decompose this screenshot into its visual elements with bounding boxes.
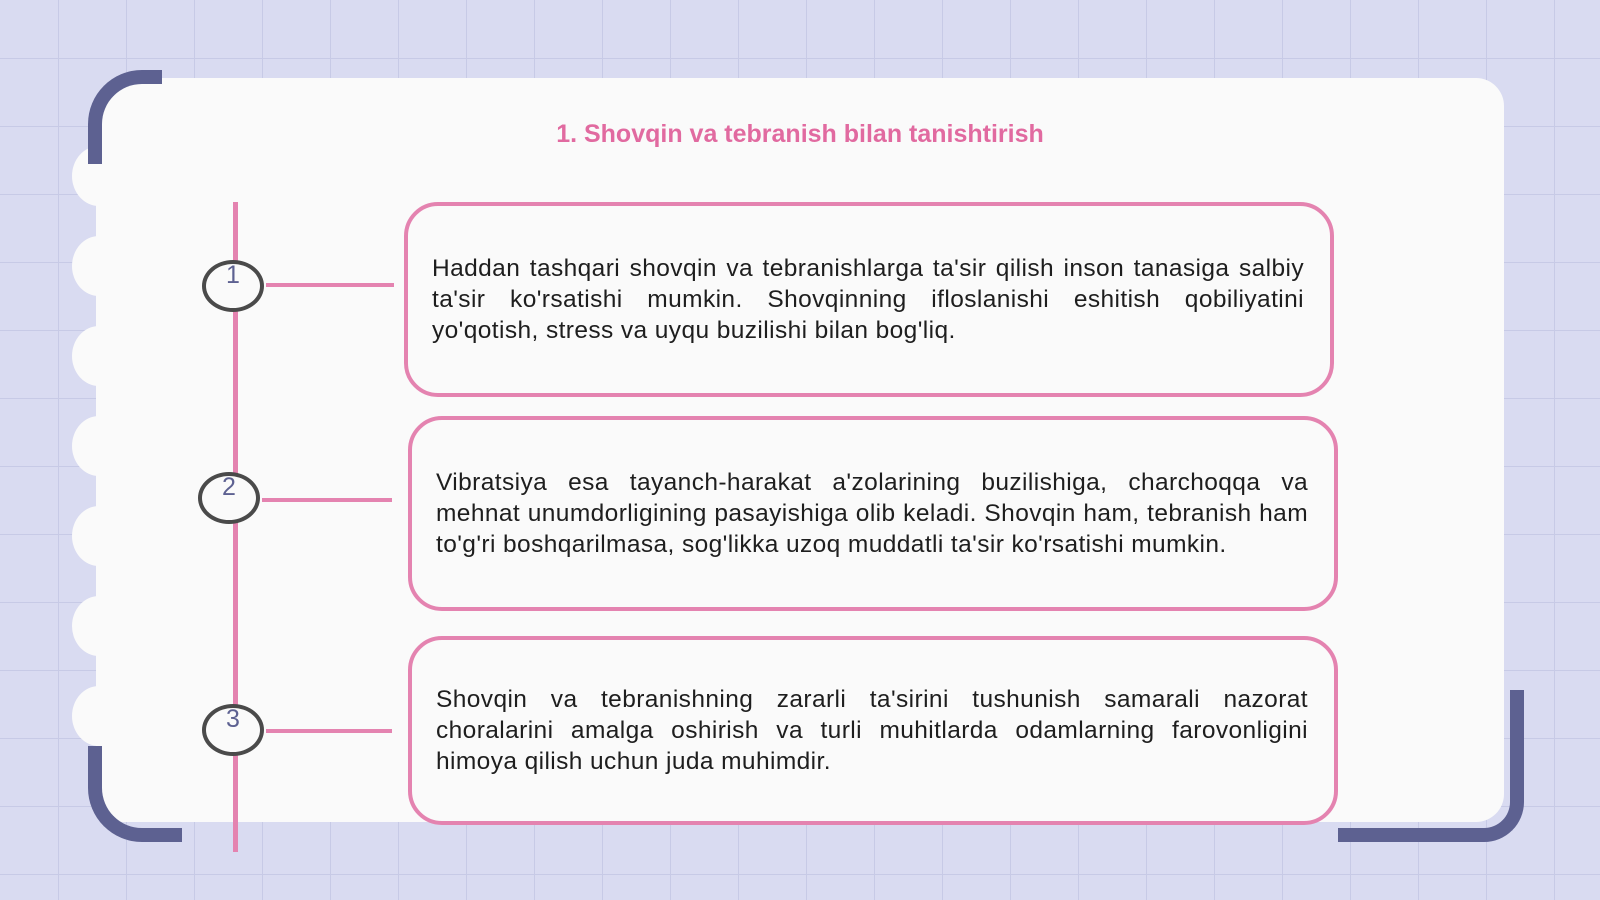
- info-text-1: Haddan tashqari shovqin va tebranishlarga ta'sir qilish inson tanasiga salbiy ta'sir ko'rsatishi mumkin. Shovqinning ifloslanishi eshitish qobiliyatini yo'qotish, stress va uyqu buzilishi bilan bog'liq.: [432, 255, 1304, 344]
- scallop-edge: [72, 236, 126, 296]
- slide-title: 1. Shovqin va tebranish bilan tanishtirish: [556, 120, 1044, 148]
- info-box-2: [408, 416, 1338, 611]
- scallop-edge: [72, 326, 126, 386]
- scallop-edge: [72, 686, 126, 746]
- frame-corner-top-left: [88, 70, 162, 164]
- scallop-edge: [72, 416, 126, 476]
- info-text-2: Vibratsiya esa tayanch-harakat a'zolarining buzilishiga, charchoqqa va mehnat unumdorligining pasayishiga olib keladi. Shovqin ham, tebranish ham to'g'ri boshqarilmasa, sog'likka uzoq muddatli ta'sir ko'rsatishi mumkin.: [436, 469, 1308, 558]
- timeline-connector: [266, 729, 392, 733]
- frame-corner-bottom-left: [88, 746, 182, 842]
- scallop-edge: [72, 506, 126, 566]
- info-box-3: [408, 636, 1338, 825]
- info-text-3: Shovqin va tebranishning zararli ta'sirini tushunish samarali nazorat choralarini amalga oshirish va turli muhitlarda odamlarning farovonligini himoya qilish uchun juda muhimdir.: [436, 686, 1308, 775]
- timeline-node-3: 3: [202, 704, 264, 756]
- scallop-edge: [72, 596, 126, 656]
- timeline-connector: [262, 498, 392, 502]
- frame-corner-bottom-right: [1338, 690, 1524, 842]
- timeline-connector: [266, 283, 394, 287]
- timeline-node-1: 1: [202, 260, 264, 312]
- info-box-1: [404, 202, 1334, 397]
- timeline-node-2: 2: [198, 472, 260, 524]
